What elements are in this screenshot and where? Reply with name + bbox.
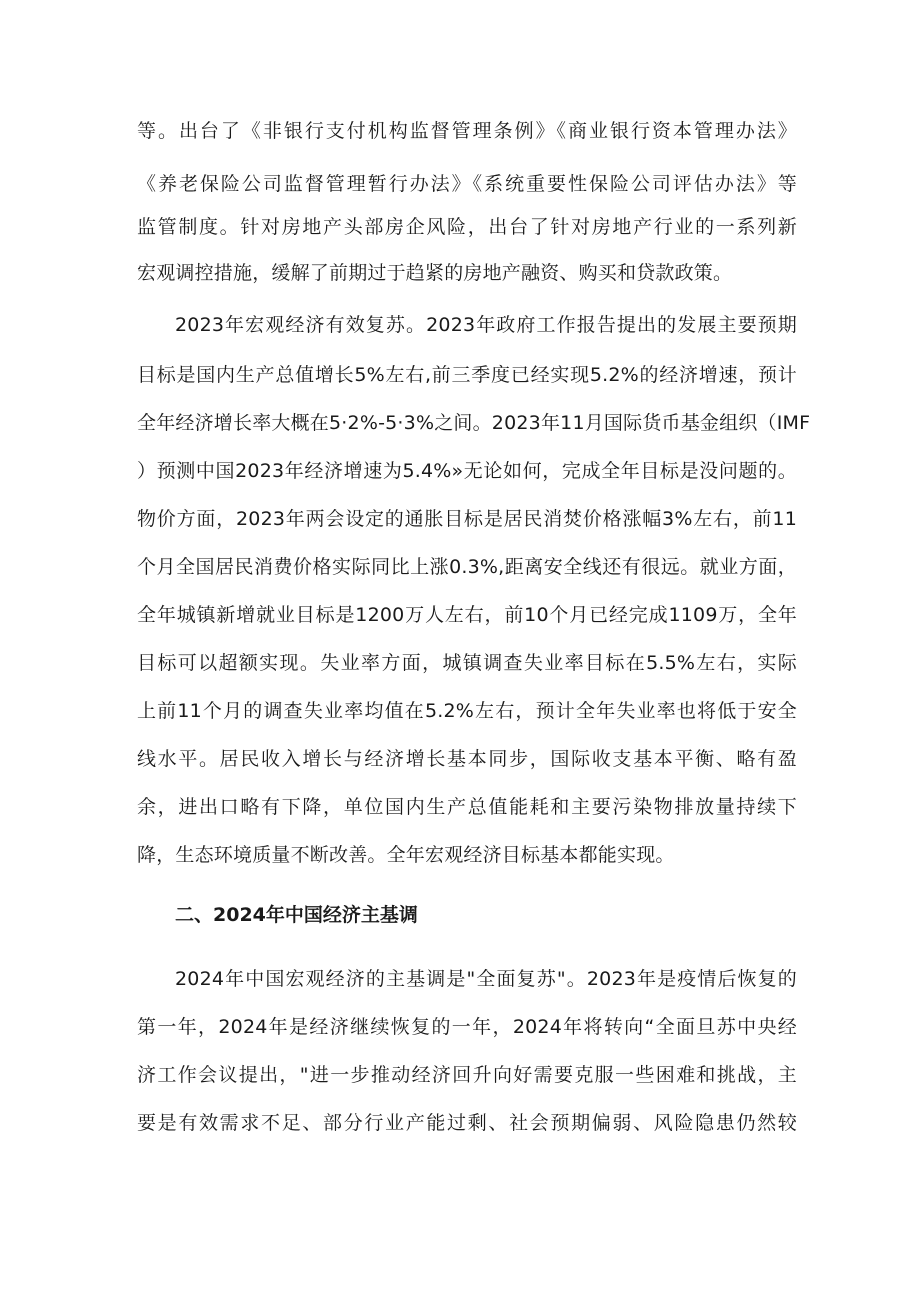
text-line: 宏观调控措施，缓解了前期过于趋紧的房地产融资、购买和贷款政策。 xyxy=(137,262,733,284)
text-line: 要是有效需求不足、部分行业产能过剩、社会预期偏弱、风险隐患仍然较 xyxy=(137,1112,797,1134)
text-line: 等。出台了《非银行支付机构监督管理条例》《商业银行资本管理办法》 xyxy=(137,120,797,142)
text-line: 全年城镇新增就业目标是1200万人左右，前10个月已经完成1109万，全年 xyxy=(137,604,797,626)
text-line: 第一年，2024年是经济继续恢复的一年，2024年将转向“全面旦苏中央经 xyxy=(137,1016,797,1038)
text-line: 目标可以超额实现。失业率方面，城镇调查失业率目标在5.5%左右，实际 xyxy=(137,652,797,674)
text-line: 监管制度。针对房地产头部房企风险，出台了针对房地产行业的一系列新 xyxy=(137,216,797,238)
paragraph-first-line: 2023年宏观经济有效复苏。2023年政府工作报告提出的发展主要预期 xyxy=(175,314,797,336)
text-line: ）预测中国2023年经济增速为5.4%»无论如何，完成全年目标是没问题的。 xyxy=(137,460,797,482)
text-line: 上前11个月的调查失业率均值在5.2%左右，预计全年失业率也将低于安全 xyxy=(137,700,797,722)
text-line: 降，生态环境质量不断改善。全年宏观经济目标基本都能实现。 xyxy=(137,844,675,866)
text-line: 济工作会议提出，"进一步推动经济回升向好需要克服一些困难和挑战，主 xyxy=(137,1064,797,1086)
text-line: 全年经济增长率大概在5·2%-5·3%之间。2023年11月国际货币基金组织（IMF xyxy=(137,412,811,434)
text-line: 个月全国居民消费价格实际同比上涨0.3%,距离安全线还有很远。就业方面， xyxy=(137,556,797,578)
paragraph-first-line: 2024年中国宏观经济的主基调是"全面复苏"。2023年是疫情后恢复的 xyxy=(175,968,797,990)
section-heading: 二、2024年中国经济主基调 xyxy=(175,904,418,926)
text-line: 线水平。居民收入增长与经济增长基本同步，国际收支基本平衡、略有盈 xyxy=(137,748,797,770)
text-line: 余，进出口略有下降，单位国内生产总值能耗和主要污染物排放量持续下 xyxy=(137,796,797,818)
text-line: 目标是国内生产总值增长5%左右,前三季度已经实现5.2%的经济增速，预计 xyxy=(137,364,797,386)
text-line: 《养老保险公司监督管理暂行办法》《系统重要性保险公司评估办法》等 xyxy=(137,173,797,195)
text-line: 物价方面，2023年两会设定的通胀目标是居民消焚价格涨幅3%左右，前11 xyxy=(137,508,797,530)
